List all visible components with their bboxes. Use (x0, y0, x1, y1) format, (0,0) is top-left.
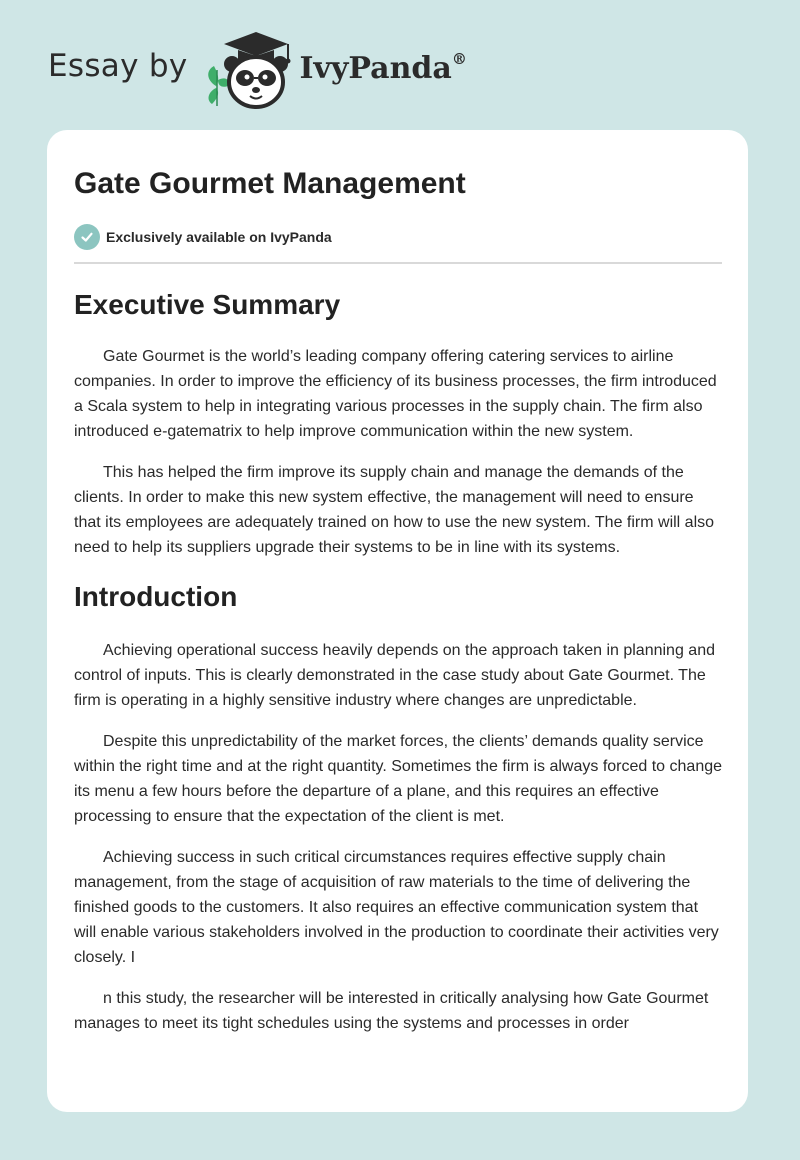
essay-card (47, 130, 748, 1112)
section-heading: Introduction (74, 581, 238, 612)
brand-name[interactable]: IvyPanda® (299, 50, 467, 86)
divider (74, 262, 722, 264)
panda-graduate-icon[interactable] (202, 30, 294, 110)
availability-badge (74, 224, 722, 250)
page-title: Gate Gourmet Management (74, 167, 466, 200)
availability-text: Exclusively available on IvyPanda (106, 229, 332, 245)
section-introduction (74, 580, 722, 1036)
check-icon (74, 224, 100, 250)
paragraph: n this study, the researcher will be interested in critically analysing how Gate Gourmet manages to meet its tight schedules using the systems and processes in order (74, 990, 709, 1032)
leaf-icon (208, 66, 228, 106)
essay-by-label: Essay by (48, 48, 188, 84)
paragraph: Despite this unpredictability of the market forces, the clients’ demands quality service within the right time and at the right quantity. Sometimes the firm is always forced to change its menu a few hours before the departure of a plane, and this requires an effective processing to ensure that the expectation of the client is met. (74, 733, 723, 825)
paragraph: Gate Gourmet is the world’s leading company offering catering services to airline companies. In order to improve the efficiency of its business processes, the firm introduced a Scala system to help in integrating various processes in the supply chain. The firm also introduced e-gatematrix to help improve communication within the new system. (74, 348, 717, 440)
section-executive-summary (74, 288, 722, 560)
paragraph: Achieving operational success heavily depends on the approach taken in planning and control of inputs. This is clearly demonstrated in the case study about Gate Gourmet. The firm is operating in a highly sensitive industry where changes are unpredictable. (74, 642, 715, 709)
paragraph: This has helped the firm improve its supply chain and manage the demands of the clients. In order to make this new system effective, the management will need to ensure that its employees are adequately trained on how to use the new system. The firm will also need to help its suppliers upgrade their systems to be in line with its systems. (74, 464, 715, 556)
site-header (48, 30, 508, 110)
section-heading: Executive Summary (74, 289, 341, 320)
paragraph: Achieving success in such critical circumstances requires effective supply chain management, from the stage of acquisition of raw materials to the time of delivering the finished goods to the customers. It also requires an effective communication system that will enable various stakeholders involved in the production to coordinate their activities very closely. I (74, 849, 719, 966)
